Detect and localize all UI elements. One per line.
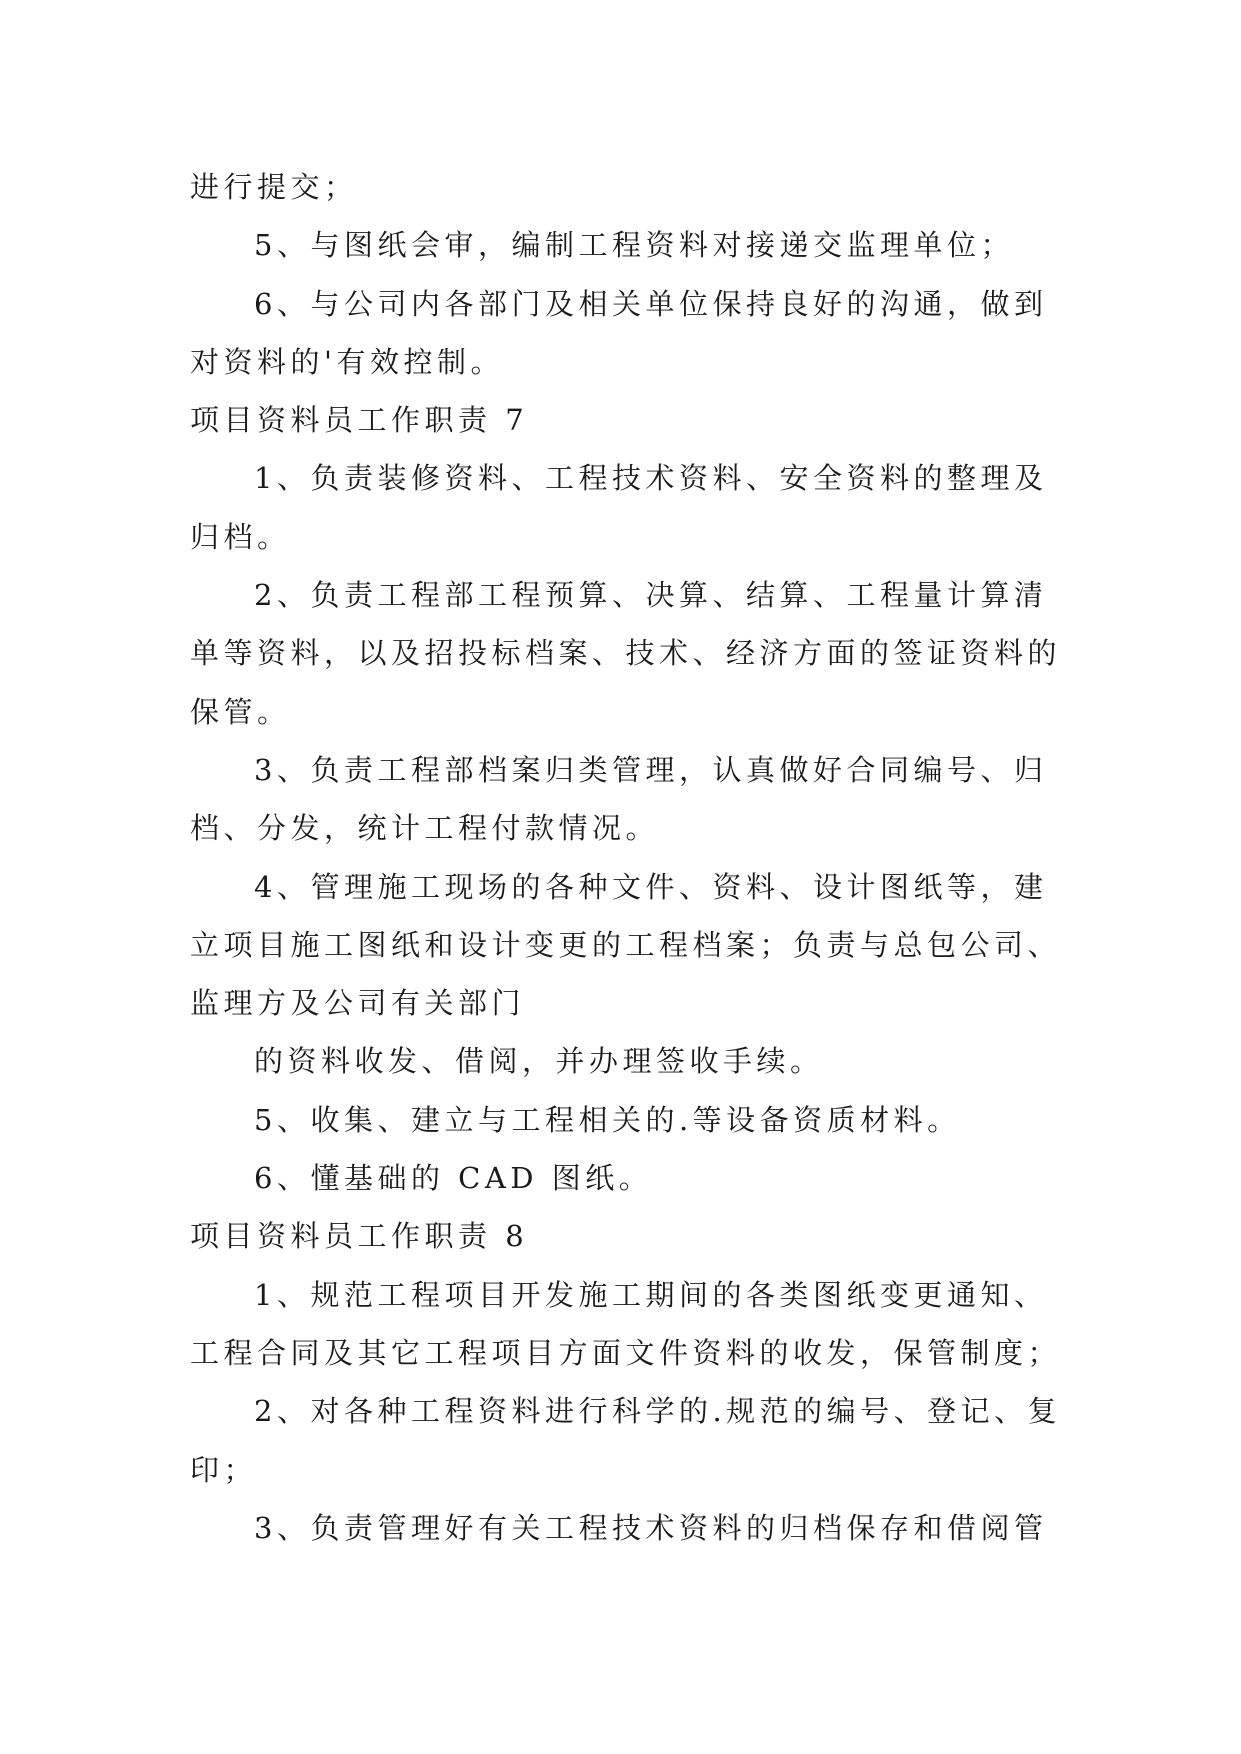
section-heading: 项目资料员工作职责 7 [190,403,529,438]
text-line: 归档。 [190,519,291,554]
text-line: 6、懂基础的 CAD 图纸。 [254,1161,653,1196]
text-line: 1、规范工程项目开发施工期间的各类图纸变更通知、 [254,1277,1048,1312]
text-line: 6、与公司内各部门及相关单位保持良好的沟通，做到 [254,286,1048,321]
text-line: 3、负责工程部档案归类管理，认真做好合同编号、归 [254,752,1048,787]
text-line: 监理方及公司有关部门 [190,986,526,1021]
text-line: 的资料收发、借阅，并办理签收手续。 [254,1044,824,1079]
text-line: 印； [190,1452,258,1487]
text-line: 5、与图纸会审，编制工程资料对接递交监理单位； [254,228,1014,263]
text-line: 5、收集、建立与工程相关的.等设备资质材料。 [254,1102,961,1137]
text-line: 保管。 [190,694,291,729]
text-line: 单等资料，以及招投标档案、技术、经济方面的签证资料的 [190,636,1062,671]
text-line: 工程合同及其它工程项目方面文件资料的收发，保管制度； [190,1335,1062,1370]
text-line: 2、对各种工程资料进行科学的.规范的编号、登记、复 [254,1394,1062,1429]
text-line: 4、管理施工现场的各种文件、资料、设计图纸等，建 [254,869,1048,904]
text-line: 1、负责装修资料、工程技术资料、安全资料的整理及 [254,461,1048,496]
text-line: 档、分发，统计工程付款情况。 [190,811,660,846]
document-page [190,158,1062,1557]
text-line: 2、负责工程部工程预算、决算、结算、工程量计算清 [254,578,1048,613]
text-line: 立项目施工图纸和设计变更的工程档案；负责与总包公司、 [190,927,1062,962]
text-line: 3、负责管理好有关工程技术资料的归档保存和借阅管 [254,1510,1048,1545]
text-line: 进行提交； [190,170,358,204]
text-line: 对资料的'有效控制。 [190,344,504,379]
section-heading: 项目资料员工作职责 8 [190,1219,529,1254]
